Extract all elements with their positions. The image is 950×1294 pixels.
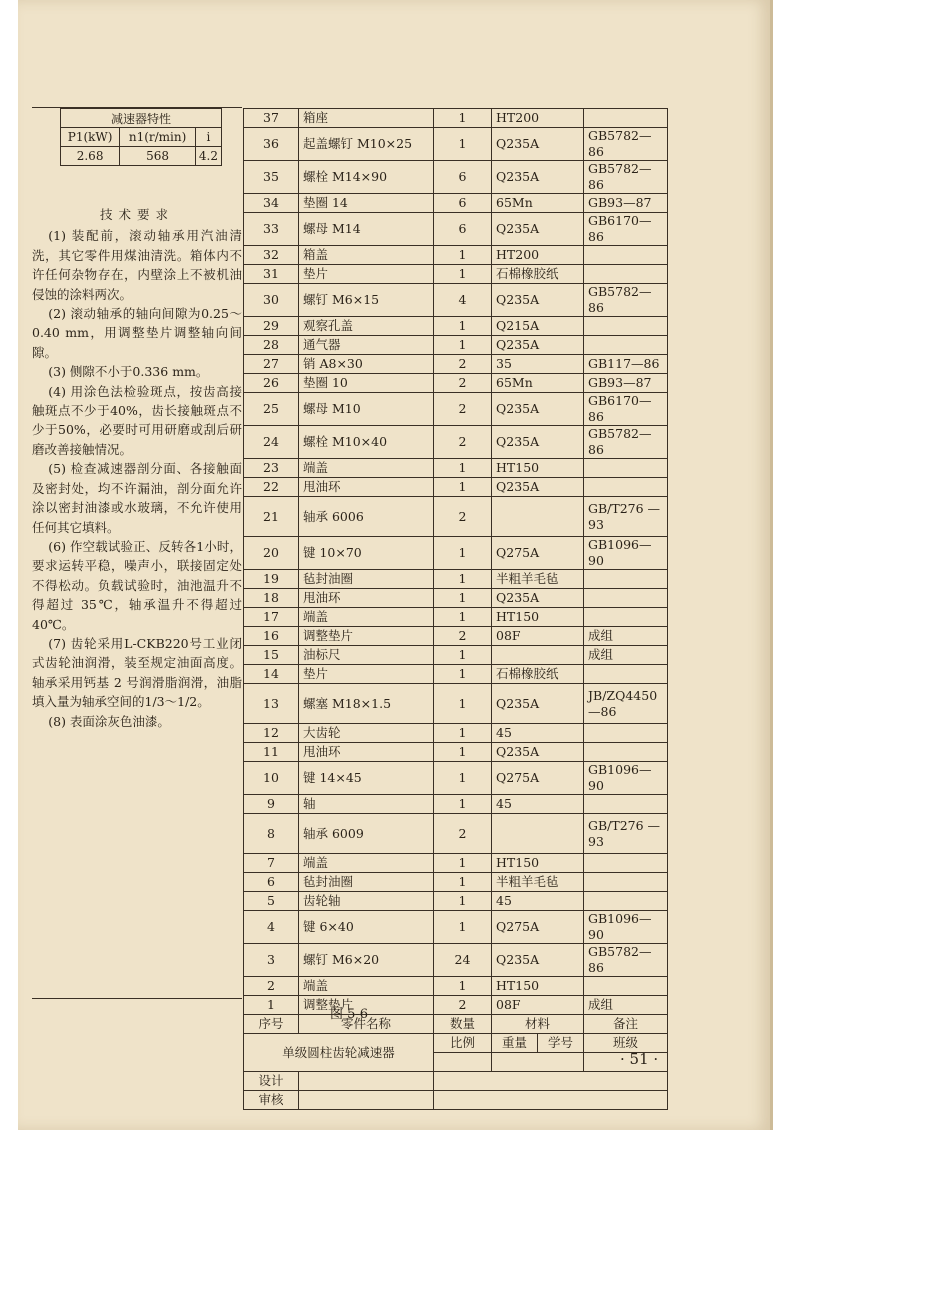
- part-note: [584, 459, 668, 478]
- part-name: 键 10×70: [299, 537, 434, 570]
- title-block-scale: 比例: [434, 1034, 492, 1053]
- tech-item: (4) 用涂色法检验斑点，按齿高接触斑点不少于40%，齿长接触斑点不少于50%，必要时可用研磨或刮后研磨改善接触情况。: [32, 383, 242, 457]
- part-name: 垫片: [299, 665, 434, 684]
- header-no: 序号: [244, 1015, 299, 1034]
- parts-row: [244, 665, 668, 684]
- part-note: GB5782—86: [584, 128, 668, 161]
- part-qty: 1: [434, 684, 492, 724]
- title-block-name: 单级圆柱齿轮减速器: [244, 1034, 434, 1072]
- part-material: [492, 646, 584, 665]
- part-name: 螺栓 M10×40: [299, 426, 434, 459]
- part-material: 45: [492, 795, 584, 814]
- part-note: [584, 336, 668, 355]
- part-note: [584, 873, 668, 892]
- tech-item: (8) 表面涂灰色油漆。: [48, 713, 170, 729]
- spec-header-power: P1(kW): [61, 128, 120, 147]
- part-material: HT150: [492, 459, 584, 478]
- part-note: GB117—86: [584, 355, 668, 374]
- parts-row: [244, 854, 668, 873]
- part-name: 大齿轮: [299, 724, 434, 743]
- parts-row: [244, 213, 668, 246]
- parts-row: [244, 246, 668, 265]
- parts-row: [244, 996, 668, 1015]
- part-name: 甩油环: [299, 478, 434, 497]
- part-name: 通气器: [299, 336, 434, 355]
- part-name: 销 A8×30: [299, 355, 434, 374]
- part-name: 端盖: [299, 459, 434, 478]
- part-note: 成组: [584, 646, 668, 665]
- tech-item: (5) 检查减速器剖分面、各接触面及密封处，均不许漏油，剖分面允许涂以密封油漆或水玻璃，不允许使用任何其它填料。: [32, 461, 242, 535]
- header-name: 零件名称: [299, 1015, 434, 1034]
- parts-row: [244, 194, 668, 213]
- part-material: Q275A: [492, 537, 584, 570]
- part-note: [584, 317, 668, 336]
- parts-row: [244, 317, 668, 336]
- part-material: HT150: [492, 854, 584, 873]
- part-material: 半粗羊毛毡: [492, 873, 584, 892]
- part-name: 端盖: [299, 608, 434, 627]
- part-name: 键 6×40: [299, 911, 434, 944]
- part-no: 18: [244, 589, 299, 608]
- parts-row: [244, 873, 668, 892]
- part-no: 36: [244, 128, 299, 161]
- part-qty: 1: [434, 873, 492, 892]
- part-note: [584, 478, 668, 497]
- parts-row: [244, 944, 668, 977]
- part-note: GB5782—86: [584, 944, 668, 977]
- part-no: 33: [244, 213, 299, 246]
- part-no: 14: [244, 665, 299, 684]
- part-no: 6: [244, 873, 299, 892]
- part-no: 10: [244, 762, 299, 795]
- part-name: 螺母 M14: [299, 213, 434, 246]
- part-qty: 1: [434, 911, 492, 944]
- part-name: 调整垫片: [299, 627, 434, 646]
- part-name: 毡封油圈: [299, 570, 434, 589]
- part-qty: 2: [434, 374, 492, 393]
- part-material: Q235A: [492, 478, 584, 497]
- part-qty: 2: [434, 814, 492, 854]
- part-no: 28: [244, 336, 299, 355]
- part-material: Q235A: [492, 589, 584, 608]
- part-material: Q235A: [492, 336, 584, 355]
- part-qty: 1: [434, 459, 492, 478]
- title-block-student-no: 学号: [547, 1035, 573, 1050]
- part-material: Q235A: [492, 128, 584, 161]
- title-block-weight: 重量: [492, 1034, 538, 1052]
- part-qty: 1: [434, 317, 492, 336]
- part-note: GB93—87: [584, 374, 668, 393]
- parts-row: [244, 537, 668, 570]
- part-qty: 2: [434, 426, 492, 459]
- part-no: 7: [244, 854, 299, 873]
- part-qty: 2: [434, 996, 492, 1015]
- parts-list-table: [243, 108, 668, 1110]
- part-note: [584, 608, 668, 627]
- title-block-class: 班级: [584, 1034, 668, 1053]
- spec-header-speed: n1(r/min): [120, 128, 196, 147]
- part-no: 20: [244, 537, 299, 570]
- parts-row: [244, 743, 668, 762]
- parts-row: [244, 724, 668, 743]
- parts-row: [244, 814, 668, 854]
- part-material: 45: [492, 892, 584, 911]
- part-material: Q235A: [492, 213, 584, 246]
- part-qty: 1: [434, 724, 492, 743]
- part-no: 23: [244, 459, 299, 478]
- part-no: 34: [244, 194, 299, 213]
- part-qty: 1: [434, 336, 492, 355]
- page-number: · 51 ·: [620, 1050, 659, 1068]
- part-note: [584, 665, 668, 684]
- technical-requirements: [32, 205, 242, 731]
- part-name: 甩油环: [299, 743, 434, 762]
- part-no: 21: [244, 497, 299, 537]
- part-no: 16: [244, 627, 299, 646]
- part-material: HT200: [492, 246, 584, 265]
- part-material: HT150: [492, 608, 584, 627]
- part-material: [492, 497, 584, 537]
- part-material: Q275A: [492, 762, 584, 795]
- part-material: Q235A: [492, 426, 584, 459]
- part-name: 键 14×45: [299, 762, 434, 795]
- spec-title: 减速器特性: [61, 109, 222, 128]
- parts-row: [244, 589, 668, 608]
- parts-row: [244, 646, 668, 665]
- part-qty: 1: [434, 743, 492, 762]
- part-no: 12: [244, 724, 299, 743]
- part-material: 08F: [492, 996, 584, 1015]
- part-qty: 1: [434, 892, 492, 911]
- parts-row: [244, 109, 668, 128]
- parts-row: [244, 762, 668, 795]
- part-no: 25: [244, 393, 299, 426]
- parts-row: [244, 374, 668, 393]
- part-note: GB5782—86: [584, 161, 668, 194]
- part-note: GB5782—86: [584, 284, 668, 317]
- part-qty: 1: [434, 109, 492, 128]
- part-qty: 1: [434, 537, 492, 570]
- part-name: 甩油环: [299, 589, 434, 608]
- part-qty: 1: [434, 795, 492, 814]
- part-material: [492, 814, 584, 854]
- part-note: [584, 589, 668, 608]
- part-name: 端盖: [299, 854, 434, 873]
- part-material: Q235A: [492, 944, 584, 977]
- part-no: 37: [244, 109, 299, 128]
- parts-row: [244, 355, 668, 374]
- tech-item: (1) 装配前，滚动轴承用汽油清洗，其它零件用煤油清洗。箱体内不许任何杂物存在，内壁涂上不被机油侵蚀的涂料两次。: [32, 228, 242, 302]
- part-no: 1: [244, 996, 299, 1015]
- part-name: 螺钉 M6×20: [299, 944, 434, 977]
- part-name: 齿轮轴: [299, 892, 434, 911]
- parts-row: [244, 911, 668, 944]
- parts-row: [244, 478, 668, 497]
- part-no: 15: [244, 646, 299, 665]
- part-qty: 1: [434, 128, 492, 161]
- parts-row: [244, 284, 668, 317]
- part-no: 13: [244, 684, 299, 724]
- tech-title: 技术要求: [99, 207, 174, 222]
- part-note: [584, 570, 668, 589]
- part-qty: 1: [434, 478, 492, 497]
- part-material: 45: [492, 724, 584, 743]
- part-note: [584, 265, 668, 284]
- part-name: 端盖: [299, 977, 434, 996]
- parts-row: [244, 608, 668, 627]
- part-qty: 6: [434, 213, 492, 246]
- part-no: 29: [244, 317, 299, 336]
- part-no: 26: [244, 374, 299, 393]
- part-name: 观察孔盖: [299, 317, 434, 336]
- part-no: 19: [244, 570, 299, 589]
- part-material: HT200: [492, 109, 584, 128]
- spec-value-speed: 568: [120, 147, 196, 166]
- part-qty: 1: [434, 589, 492, 608]
- part-name: 起盖螺钉 M10×25: [299, 128, 434, 161]
- parts-row: [244, 393, 668, 426]
- parts-row: [244, 570, 668, 589]
- parts-row: [244, 265, 668, 284]
- part-material: Q215A: [492, 317, 584, 336]
- spec-header-ratio: i: [195, 128, 221, 147]
- parts-row: [244, 426, 668, 459]
- part-qty: 6: [434, 161, 492, 194]
- part-name: 垫圈 14: [299, 194, 434, 213]
- part-material: HT150: [492, 977, 584, 996]
- part-note: [584, 246, 668, 265]
- part-no: 30: [244, 284, 299, 317]
- part-material: Q235A: [492, 393, 584, 426]
- part-qty: 1: [434, 854, 492, 873]
- part-note: [584, 854, 668, 873]
- part-name: 螺母 M10: [299, 393, 434, 426]
- part-material: 65Mn: [492, 374, 584, 393]
- part-material: Q275A: [492, 911, 584, 944]
- part-qty: 1: [434, 570, 492, 589]
- part-no: 5: [244, 892, 299, 911]
- part-note: GB5782—86: [584, 426, 668, 459]
- part-qty: 1: [434, 977, 492, 996]
- part-qty: 1: [434, 608, 492, 627]
- part-name: 轴: [299, 795, 434, 814]
- part-material: 08F: [492, 627, 584, 646]
- parts-row: [244, 892, 668, 911]
- header-material: 材料: [492, 1015, 584, 1034]
- reducer-spec-table: [60, 108, 222, 166]
- part-no: 24: [244, 426, 299, 459]
- part-note: GB1096—90: [584, 537, 668, 570]
- part-material: Q235A: [492, 684, 584, 724]
- part-material: 石棉橡胶纸: [492, 265, 584, 284]
- parts-row: [244, 336, 668, 355]
- bottom-rule: [32, 998, 242, 999]
- parts-row: [244, 128, 668, 161]
- part-name: 调整垫片: [299, 996, 434, 1015]
- part-material: 35: [492, 355, 584, 374]
- part-name: 轴承 6009: [299, 814, 434, 854]
- part-no: 11: [244, 743, 299, 762]
- part-note: [584, 109, 668, 128]
- part-name: 箱座: [299, 109, 434, 128]
- part-note: [584, 743, 668, 762]
- parts-row: [244, 459, 668, 478]
- top-rule: [32, 107, 242, 108]
- part-no: 27: [244, 355, 299, 374]
- part-material: Q235A: [492, 161, 584, 194]
- part-note: [584, 977, 668, 996]
- part-name: 垫片: [299, 265, 434, 284]
- part-qty: 1: [434, 265, 492, 284]
- part-no: 8: [244, 814, 299, 854]
- part-qty: 1: [434, 665, 492, 684]
- part-qty: 24: [434, 944, 492, 977]
- part-no: 35: [244, 161, 299, 194]
- part-note: [584, 724, 668, 743]
- part-note: [584, 795, 668, 814]
- part-note: 成组: [584, 627, 668, 646]
- part-name: 轴承 6006: [299, 497, 434, 537]
- part-no: 22: [244, 478, 299, 497]
- part-qty: 2: [434, 497, 492, 537]
- tech-item: (7) 齿轮采用L-CKB220号工业闭式齿轮油润滑，装至规定油面高度。轴承采用钙基 2 号润滑脂润滑，油脂填入量为轴承空间的1/3～1/2。: [32, 635, 242, 710]
- parts-row: [244, 795, 668, 814]
- part-material: 65Mn: [492, 194, 584, 213]
- parts-row: [244, 627, 668, 646]
- part-name: 螺栓 M14×90: [299, 161, 434, 194]
- part-note: [584, 892, 668, 911]
- part-qty: 4: [434, 284, 492, 317]
- part-material: Q235A: [492, 743, 584, 762]
- tech-item: (3) 侧隙不小于0.336 mm。: [48, 364, 209, 380]
- part-name: 箱盖: [299, 246, 434, 265]
- part-note: JB/ZQ4450 —86: [584, 684, 668, 724]
- part-qty: 1: [434, 646, 492, 665]
- header-qty: 数量: [434, 1015, 492, 1034]
- title-block-review: 审核: [244, 1091, 299, 1110]
- part-name: 螺钉 M6×15: [299, 284, 434, 317]
- part-note: GB/T276 —93: [584, 814, 668, 854]
- figure-caption: 图 5-6: [330, 1007, 369, 1022]
- part-note: GB6170—86: [584, 393, 668, 426]
- part-name: 油标尺: [299, 646, 434, 665]
- parts-row: [244, 977, 668, 996]
- part-qty: 1: [434, 246, 492, 265]
- part-no: 2: [244, 977, 299, 996]
- part-material: 半粗羊毛毡: [492, 570, 584, 589]
- part-qty: 1: [434, 762, 492, 795]
- part-no: 32: [244, 246, 299, 265]
- part-no: 9: [244, 795, 299, 814]
- parts-row: [244, 684, 668, 724]
- part-note: GB/T276 —93: [584, 497, 668, 537]
- tech-item: (6) 作空载试验正、反转各1小时，要求运转平稳，噪声小，联接固定处不得松动。负载试验时，油池温升不得超过 35℃，轴承温升不得超过40℃。: [32, 538, 242, 632]
- part-note: GB93—87: [584, 194, 668, 213]
- part-qty: 2: [434, 393, 492, 426]
- part-name: 螺塞 M18×1.5: [299, 684, 434, 724]
- title-block-design: 设计: [244, 1072, 299, 1091]
- part-qty: 2: [434, 627, 492, 646]
- part-note: GB1096—90: [584, 911, 668, 944]
- spec-value-ratio: 4.2: [195, 147, 221, 166]
- part-no: 3: [244, 944, 299, 977]
- part-qty: 6: [434, 194, 492, 213]
- part-no: 4: [244, 911, 299, 944]
- part-qty: 2: [434, 355, 492, 374]
- part-note: GB1096—90: [584, 762, 668, 795]
- part-no: 17: [244, 608, 299, 627]
- part-name: 毡封油圈: [299, 873, 434, 892]
- tech-item: (2) 滚动轴承的轴向间隙为0.25～0.40 mm，用调整垫片调整轴向间隙。: [32, 306, 242, 360]
- part-name: 垫圈 10: [299, 374, 434, 393]
- spec-value-power: 2.68: [61, 147, 120, 166]
- part-material: 石棉橡胶纸: [492, 665, 584, 684]
- parts-row: [244, 161, 668, 194]
- part-material: Q235A: [492, 284, 584, 317]
- parts-row: [244, 497, 668, 537]
- part-note: 成组: [584, 996, 668, 1015]
- part-no: 31: [244, 265, 299, 284]
- header-note: 备注: [584, 1015, 668, 1034]
- part-note: GB6170—86: [584, 213, 668, 246]
